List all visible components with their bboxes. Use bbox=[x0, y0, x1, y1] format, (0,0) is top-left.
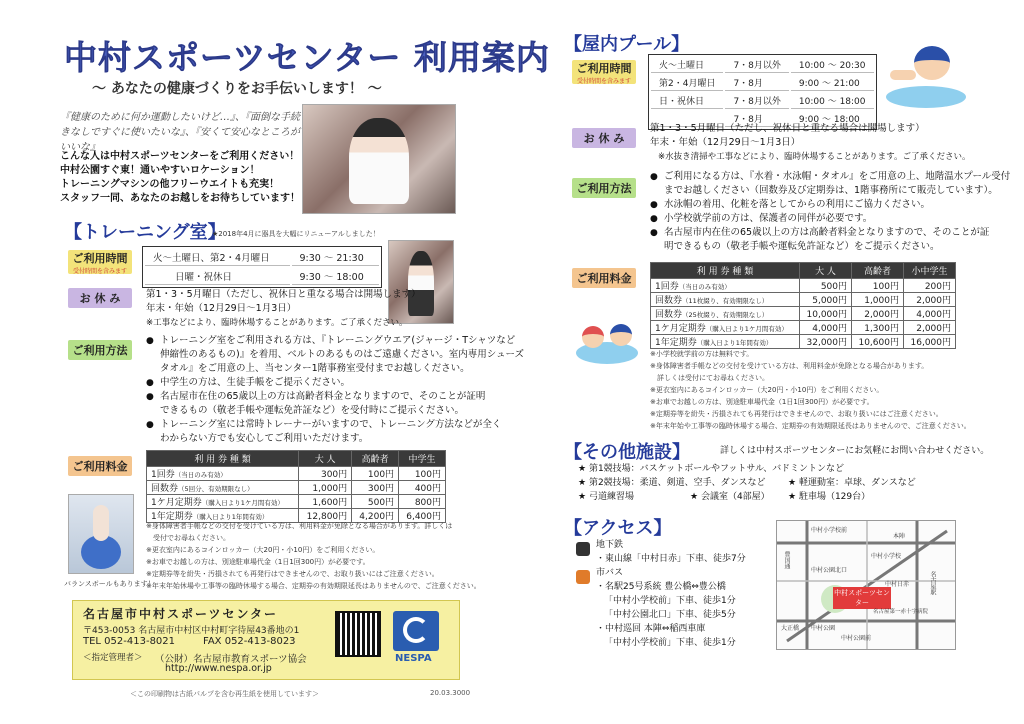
training-usage-label: ご利用方法 bbox=[68, 340, 132, 360]
table-row: 1ケ月定期券（購入日より1ケ月間有効） 4,000円 1,300円 2,000円 bbox=[651, 321, 956, 335]
footer-note: ＜この印刷物は古紙パルプを含む再生紙を使用しています＞ bbox=[130, 690, 319, 698]
pool-hours-label: ご利用時間 受付時間を含みます bbox=[572, 60, 636, 84]
nespa-logo-text: NESPA bbox=[395, 653, 432, 664]
pool-fee-label: ご利用料金 bbox=[572, 268, 636, 288]
others-intro: 詳しくは中村スポーツセンターにお気軽にお問い合わせください。 bbox=[720, 446, 990, 456]
balance-ball-photo bbox=[68, 494, 134, 574]
pool-closed-label: お 休 み bbox=[572, 128, 636, 148]
qr-code-icon bbox=[335, 611, 381, 657]
intro-line: こんな人は中村スポーツセンターをご利用ください！ bbox=[60, 151, 300, 162]
table-row: 1ケ月定期券（購入日より1ケ月間有効） 1,600円 500円 800円 bbox=[147, 495, 446, 509]
intro-quote: 『健康のために何か運動したいけど…』、『面倒な手続きなしですぐに使いたいな』、『安くて安心なところがいいな』 bbox=[60, 112, 300, 153]
intro-line: トレーニングマシンの他フリーウエイトも充実！ bbox=[60, 179, 280, 190]
training-fee-table: 利 用 券 種 類 大 人 高齢者 中学生 1回券（当日のみ有効） 300円 100円 100円 回数券（5回分、有効期限なし） 1,000円 300円 400円 1ケ月定期券（購入日より1ケ月間有効） 1,600円 500円 800円 1年定期券（購入日より1年間有効） 12,800円 4,200円 6,400円 bbox=[146, 450, 446, 523]
print-code: 20.03.3000 bbox=[430, 689, 471, 697]
bus-icon bbox=[576, 570, 590, 584]
map-label-toyokuni: 豊国通 bbox=[783, 551, 790, 569]
nespa-logo-icon bbox=[393, 611, 439, 651]
center-fax: FAX 052-413-8023 bbox=[203, 636, 296, 647]
training-hours-table: 火〜土曜日、第2・4月曜日 9:30 〜 21:30 日曜・祝休日 9:30 〜 18:00 bbox=[142, 246, 382, 288]
map-label-kita: 中村公園北口 bbox=[811, 567, 848, 574]
training-fee-label: ご利用料金 bbox=[68, 456, 132, 476]
access-subway: 地下鉄 ・東山線「中村日赤」下車、徒歩7分 bbox=[596, 540, 746, 564]
manager-url[interactable]: http://www.nespa.or.jp bbox=[165, 663, 272, 674]
page-title: 中村スポーツセンター 利用案内 bbox=[64, 38, 550, 77]
intro-line: スタッフ一同、あなたのお越しをお待ちしています！ bbox=[60, 193, 300, 204]
center-address: 〒453-0053 名古屋市中村区中村町字待屋43番地の1 bbox=[83, 626, 300, 636]
training-closed-label: お 休 み bbox=[68, 288, 132, 308]
center-tel: TEL 052-413-8021 bbox=[83, 636, 176, 647]
pool-title: 【屋内プール】 bbox=[564, 34, 690, 55]
access-map bbox=[776, 520, 956, 650]
manager-label: ＜指定管理者＞ bbox=[83, 653, 143, 663]
table-row: 回数券（11枚綴り、有効期限なし） 5,000円 1,000円 2,000円 bbox=[651, 293, 956, 307]
pool-usage-label: ご利用方法 bbox=[572, 178, 636, 198]
map-label-bus-stop: 中村小学校前 bbox=[811, 527, 848, 534]
others-title: 【その他施設】 bbox=[564, 442, 690, 463]
table-row: 1回券（当日のみ有効） 300円 100円 100円 bbox=[147, 467, 446, 481]
table-row: 回数券（5回分、有効期限なし） 1,000円 300円 400円 bbox=[147, 481, 446, 495]
pool-hours-table: 火〜土曜日 7・8月以外 10:00 〜 20:30 第2・4月曜日 7・8月 9:00 〜 21:00 日・祝休日 7・8月以外 10:00 〜 18:00 7・8月 9:00 〜 18:00 bbox=[648, 54, 877, 130]
training-title: 【トレーニング室】 bbox=[64, 222, 226, 243]
map-label-park-front: 中村公園前 bbox=[841, 635, 872, 642]
training-hours-label: ご利用時間 受付時間を含みます bbox=[68, 250, 132, 274]
pool-usage-list: ● ご利用になる方は、『水着・水泳帽・タオル』をご用意の上、地階温水プール受付 までお越しください（回数券及び定期券は、1階事務所にて販売しています）。 ● 水泳帽の着用、化粧を落としてからの利用にご協力ください。 ● 小学校就学前の方は、保護者の同伴が必要です。 ● 名古屋市内在住の65歳以上の方は高齢者料金となりますので、そのことが証 明できるもの（敬老手帳や運転免許証など）をご提示ください。 bbox=[650, 170, 1010, 254]
intro-text bbox=[60, 150, 302, 206]
hero-photo bbox=[302, 104, 456, 214]
swimmer-illustration-icon bbox=[880, 40, 970, 112]
map-center-marker: 中村スポーツセンター bbox=[834, 589, 890, 607]
intro-line: 中村公園すぐ東！通いやすいロケーション！ bbox=[60, 165, 260, 176]
center-name: 名古屋市中村スポーツセンター bbox=[83, 607, 279, 621]
balance-caption: バランスボールもあります！ bbox=[64, 580, 155, 588]
manager-name: （公財）名古屋市教育スポーツ協会 bbox=[155, 654, 307, 665]
access-bus: 市バス ・名駅25号系統 豊公橋⇔豊公橋 「中村小学校前」下車、徒歩1分 「中村公園北口」下車、徒歩5分 ・中村巡回 本陣⇔稲西車庫 「中村小学校前」下車、徒歩1分 bbox=[596, 568, 736, 648]
map-label-jrc: 中村日赤 bbox=[885, 581, 910, 588]
subway-icon bbox=[576, 542, 590, 556]
renewal-note: ★2018年4月に器具を大幅にリニューアルしました！ bbox=[212, 230, 380, 238]
map-label-honjin: 本陣 bbox=[893, 533, 906, 540]
pool-fee-notes: ※小学校就学前の方は無料です。 ※身体障害者手帳などの交付を受けている方は、利用料金が免除となる場合があります。 詳しくは受付にてお尋ねください。 ※更衣室内にあるコインロッカー（大20円・小10円）をご利用ください。 ※お車でお越しの方は、別途駐車場代金（1日1回300円）が必要です。 ※定期券等を紛失・汚損されても再発行はできませんので、お取り扱いにはご注意ください。 ※年末年始や工事等の臨時休場する場合、定期券の有効期限延長はありませんので、ご注意ください。 bbox=[650, 350, 971, 430]
map-label-station: 名古屋駅 bbox=[929, 571, 936, 595]
table-row: 1年定期券（購入日より1年間有効） 32,000円 10,600円 16,000円 bbox=[651, 335, 956, 349]
others-list: ★ 第1競技場：バスケットボールやフットサル、バドミントンなど ★ 第2競技場：柔道、剣道、空手、ダンスなど ★ 軽運動室：卓球、ダンスなど ★ 弓道練習場 ★ 会議室（4部屋） ★ 駐車場（129台） bbox=[578, 464, 916, 502]
contact-box bbox=[72, 600, 460, 680]
map-label-bridge: 大正橋 bbox=[781, 625, 800, 632]
map-label-park: 中村公園 bbox=[811, 625, 836, 632]
map-label-school: 中村小学校 bbox=[871, 553, 902, 560]
map-label-hospital: 名古屋第一赤十字病院 bbox=[873, 609, 929, 615]
pool-fee-table: 利 用 券 種 類 大 人 高齢者 小中学生 1回券（当日のみ有効） 500円 100円 200円 回数券（11枚綴り、有効期限なし） 5,000円 1,000円 2,000円 回数券（25枚綴り、有効期限なし） 10,000円 2,000円 4,000円 1ケ月定期券（購入日より1ケ月間有効） 4,000円 1,300円 2,000円 1年定期券（購入日より1年間有効） 32,000円 10,600円 16,000円 bbox=[650, 262, 956, 349]
training-closed-text: 第1・3・5月曜日（ただし、祝休日と重なる場合は開場します） 年末・年始（12月29日〜1月3日） ※工事などにより、臨時休場することがあります。ご了承ください。 bbox=[146, 289, 421, 328]
kids-illustration-icon bbox=[574, 312, 640, 368]
pool-closed-text: 第1・3・5月曜日（ただし、祝休日と重なる場合は開場します） 年末・年始（12月29日〜1月3日） ※水抜き清掃や工事などにより、臨時休場することがあります。ご了承ください。 bbox=[650, 123, 971, 162]
access-title: 【アクセス】 bbox=[564, 518, 672, 539]
table-row: 1回券（当日のみ有効） 500円 100円 200円 bbox=[651, 279, 956, 293]
training-usage-list: ● トレーニング室をご利用される方は、『トレーニングウエア(ジャージ・Tシャツなど 伸縮性のあるもの)』を着用、ベルトのあるものはご遠慮ください。室内専用シューズ タオル』をご用意の上、当センター1階事務室受付までお越しください。 ● 中学生の方は、生徒手帳をご提示ください。 ● 名古屋市在住の65歳以上の方は高齢者料金となりますので、そのことが証明 できるもの（敬老手帳や運転免許証など）を受付時にご提示ください。 ● トレーニング室には常時トレーナーがいますので、トレーニング方法などが全く わからない方でも安心してご利用いただけます。 bbox=[146, 334, 524, 446]
training-fee-notes: ※身体障害者手帳などの交付を受けている方は、利用料金が免除となる場合があります。詳しくは 受付でお尋ねください。 ※更衣室内にあるコインロッカー（大20円・小10円）をご利用ください。 ※お車でお越しの方は、別途駐車場代金（1日1回300円）が必要です。 ※定期券等を紛失・汚損されても再発行はできませんので、お取り扱いにはご注意ください。 ※年末年始休場や工事等の臨時休場する場合、定期券の有効期限延長はありませんので、ご注意ください。 bbox=[146, 522, 481, 590]
table-row: 1年定期券（購入日より1年間有効） 12,800円 4,200円 6,400円 bbox=[147, 509, 446, 523]
table-row: 回数券（25枚綴り、有効期限なし） 10,000円 2,000円 4,000円 bbox=[651, 307, 956, 321]
page-subtitle: 〜 あなたの健康づくりをお手伝いします！ 〜 bbox=[92, 81, 382, 97]
